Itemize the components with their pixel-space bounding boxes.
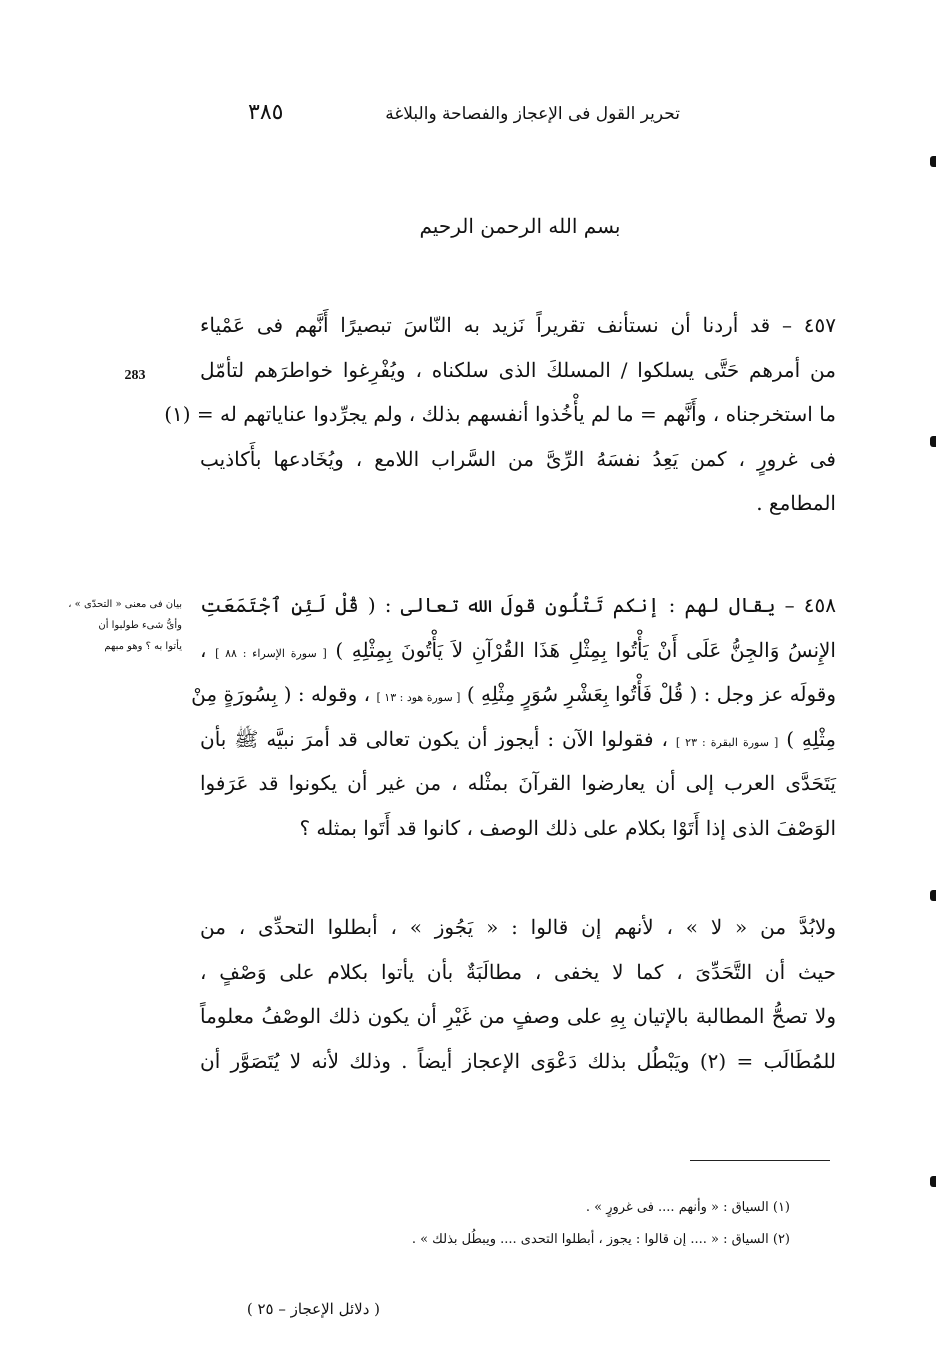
text-line: يَتَحَدَّى العرب إلى أن يعارضوا القرآنَ بمثْله ، من غير أن يكونوا قد عَرَفوا <box>200 771 836 795</box>
quran-quote: مِثْلِهِ ) <box>786 726 836 751</box>
margin-note-line: بيان فى معنى « التحدّى » ، <box>68 599 182 610</box>
edge-mark <box>930 890 936 901</box>
text-line: ما استخرجناه ، وأَنَّهم = ما لم يأْخُذوا أنفسهم بذلك ، ولم يجرِّدوا عناياتهم له = (١) <box>164 402 836 426</box>
paragraph-457 <box>164 303 836 526</box>
surah-reference: [ سورة هود : ١٣ ] <box>376 691 461 704</box>
edge-mark <box>930 156 936 167</box>
line-end: ، فقولوا الآن : أيجوز أن يكون تعالى قد أمرَ نبيَّه ﷺ بأن <box>200 726 668 751</box>
paragraph-458 <box>191 583 836 850</box>
text-line: الوَصْفَ الذى إذا أَتَوْا بكلام على ذلك الوصف ، كانوا قد أَتَوا بمثله ؟ <box>299 815 836 840</box>
footnote-divider <box>690 1160 830 1161</box>
text-line <box>200 717 836 762</box>
text-line: المطامع . <box>756 491 836 515</box>
line-end: ، <box>200 637 207 662</box>
text-line: ولابُدَّ من « لا » ، لأنهم إن قالوا : « يَجُوز » ، أبطلوا التحدِّى ، من <box>200 915 836 939</box>
margin-note <box>68 594 182 657</box>
margin-page-reference: 283 <box>124 368 146 383</box>
text-line: ٤٥٨ – يقال لهم : إنكم تَتْلُون قولَ الله تعالى : ( قُلْ لَئِنِ ٱجْتَمَعَتِ <box>200 593 836 617</box>
running-title: تحرير القول فى الإعجاز والفصاحة والبلاغة <box>385 104 680 124</box>
page-number: ٣٨٥ <box>248 100 284 125</box>
running-head <box>240 100 680 130</box>
line-end: ، وقوله : ( بِسُورَةٍ مِنْ <box>191 682 371 706</box>
surah-reference: [ سورة البقرة : ٢٣ ] <box>675 735 779 749</box>
footnotes <box>260 1192 790 1256</box>
text-line <box>191 672 836 717</box>
text-line: حيث أن التَّحَدِّىَ ، كما لا يخفى ، مطالَبَةٌ بأن يأتوا بكلام على وَصْفٍ ، <box>200 959 836 984</box>
paragraph-3 <box>200 905 836 1083</box>
basmala: بسم الله الرحمن الرحيم <box>419 214 621 238</box>
signature-mark: ( دلائل الإعجاز – ٢٥ ) <box>246 1300 380 1318</box>
footnote: (١) السياق : « وأنهم .... فى غرورٍ » . <box>585 1200 790 1215</box>
footnote: (٢) السياق : « .... إن قالوا : يجوز ، أبطلوا التحدى .... ويبطُل بذلك » . <box>411 1232 790 1247</box>
text-line: من أمرهم حَتَّى يسلكوا / المسلكَ الذى سلكناه ، ويُفْرِغوا خواطرَهم لتأمّل <box>200 357 836 382</box>
margin-note-line: وأىُّ شىء طولبوا أن <box>98 620 182 631</box>
margin-note-line: يأتوا به ؟ وهو مبهم <box>104 641 182 652</box>
text-line: للمُطَالَب = (٢) ويَبْطُل بذلك دَعْوَى الإعجاز أيضاً . وذلك لأنه لا يُتَصَوَّر أن <box>200 1048 836 1073</box>
text-line: فى غرورٍ ، كمن يَعِدُ نفسَهُ الرِّىَّ من السَّراب اللامع ، ويُخَادعها بأَكاذيب <box>200 446 836 471</box>
edge-mark <box>930 436 936 447</box>
quran-quote: الإِنسُ وَالجِنُّ عَلَى أَنْ يَأْتُوا بِمِثْلِ هَذَا القُرْآنِ لاَ يَأْتُونَ بِمِثْلِهِ ) <box>335 637 836 662</box>
surah-reference: [ سورة الإسراء : ٨٨ ] <box>215 646 327 660</box>
text-line: ولا تصحُّ المطالبة بالإتيان بِهِ على وصفٍ من غَيْرِ أن يكون ذلك الوصْفُ معلوماً <box>200 1004 836 1028</box>
quran-quote: وقولَه عز وجل : ( قُلْ فَأْتُوا بِعَشْرِ سُوَرٍ مِثْلِهِ ) <box>466 682 836 706</box>
edge-mark <box>930 1176 936 1187</box>
text-line <box>200 628 836 673</box>
text-line: ٤٥٧ – قد أردنا أن نستأنف تقريراً نَزيد به النّاسَ تبصيرًا أَنَّهم فى عَمْياء <box>200 313 836 337</box>
